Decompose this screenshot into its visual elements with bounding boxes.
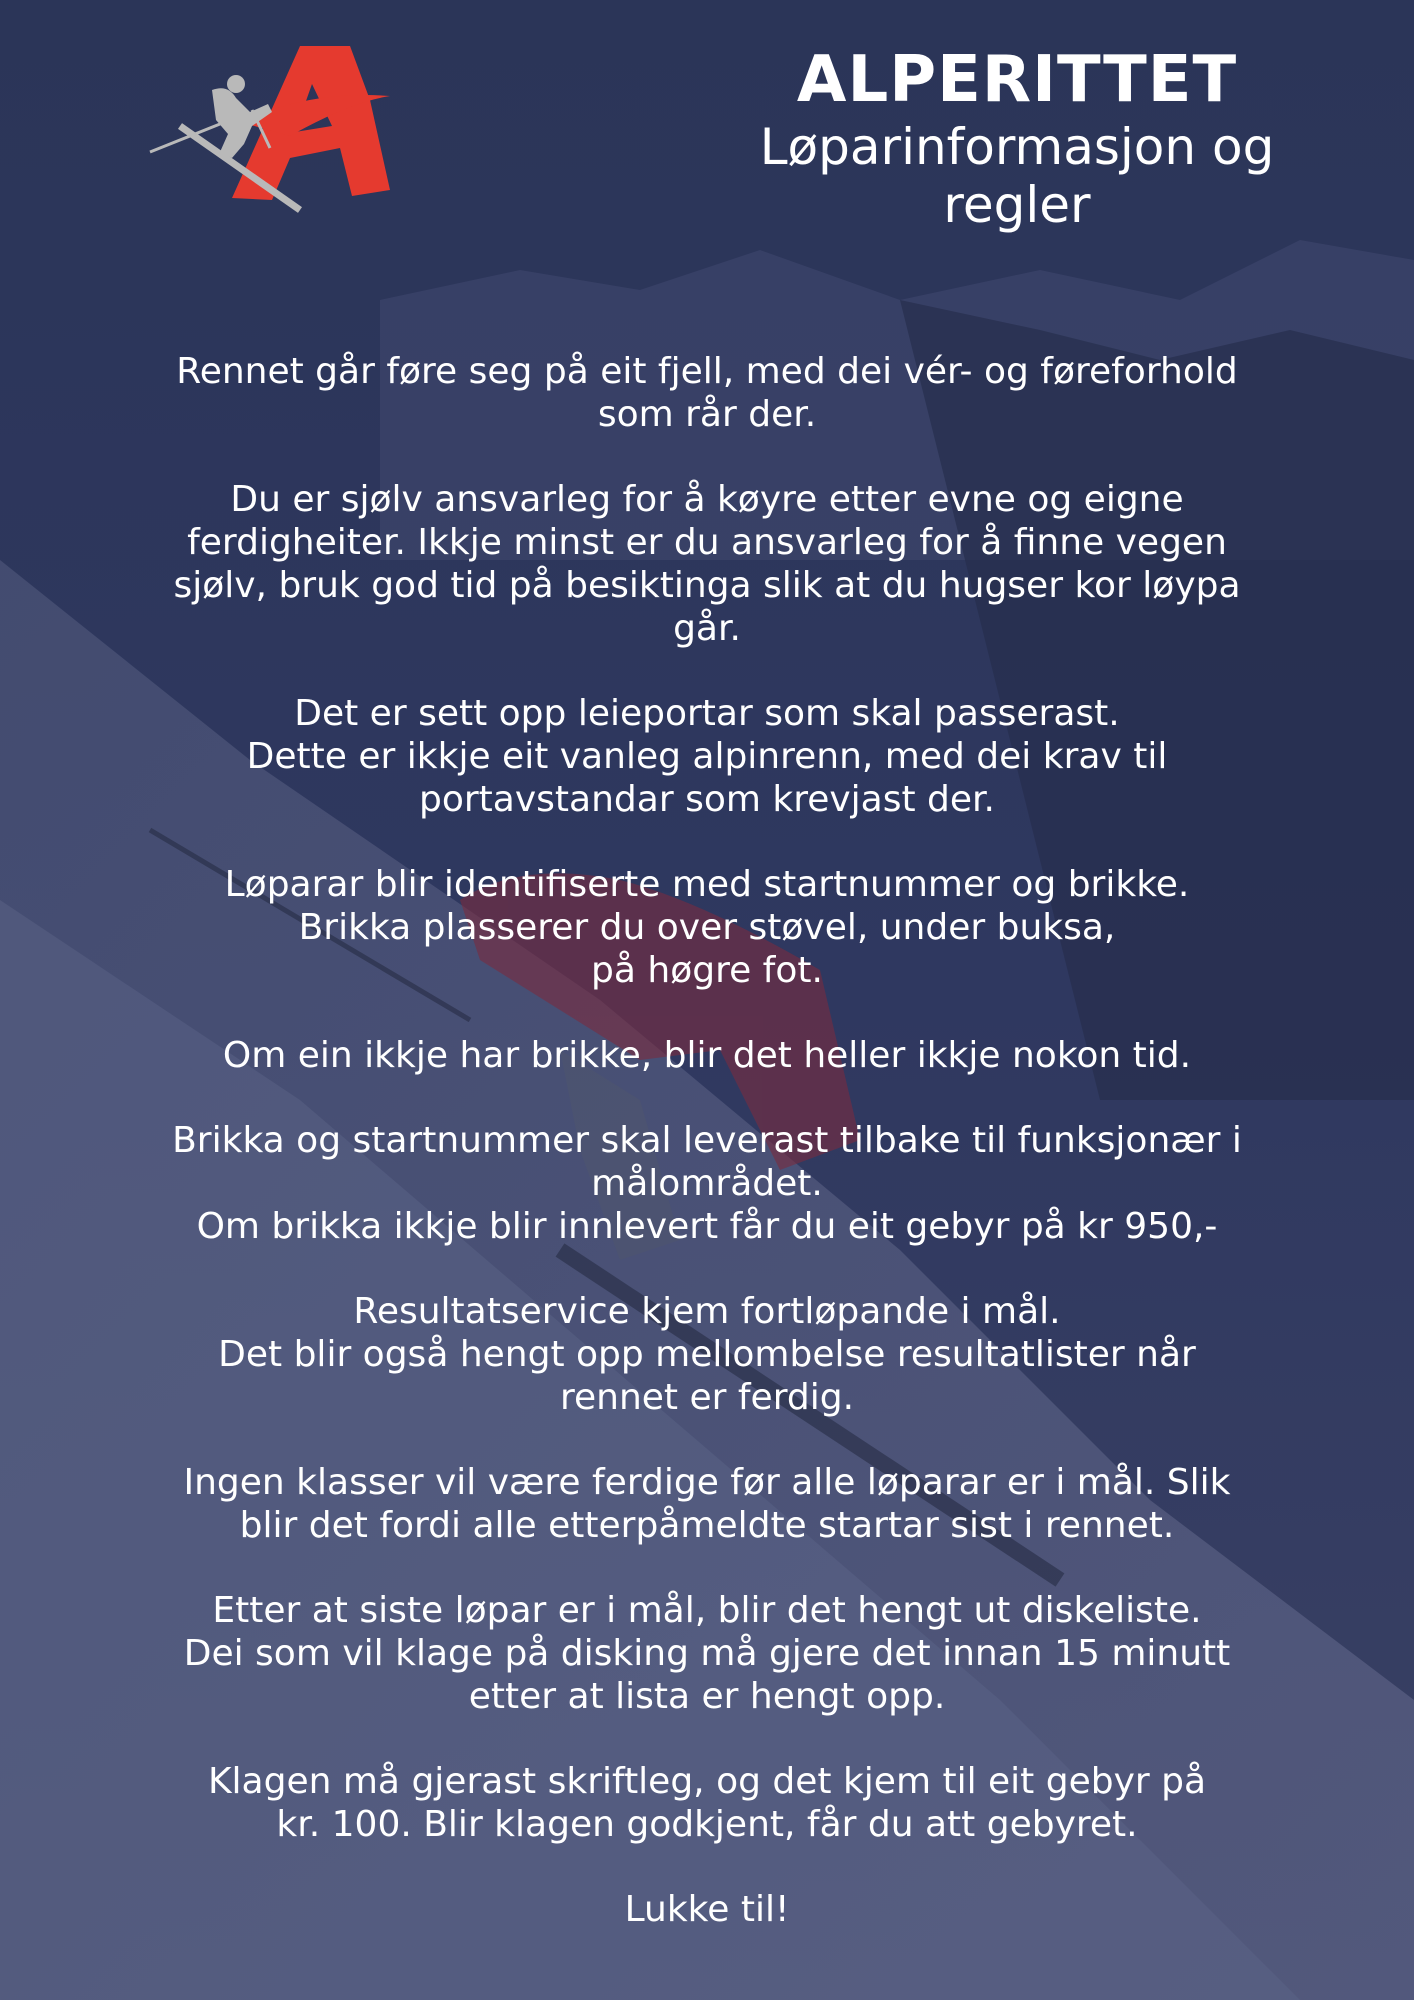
paragraph-disqualification: Etter at siste løpar er i mål, blir det hengt ut diskeliste. Dei som vil klage på disking må gjere det innan 15 minutt etter at lista er hengt opp. [183,1590,1231,1717]
alperittet-logo [140,40,400,220]
paragraph-gates: Det er sett opp leieportar som skal passerast. Dette er ikkje eit vanleg alpinrenn, med dei krav til portavstandar som krevjast der. [246,693,1168,820]
paragraph-conditions: Rennet går føre seg på eit fjell, med dei vér- og føreforhold som rår der. [176,351,1238,435]
page-subtitle: Løparinformasjon og regler [759,118,1275,234]
paragraph-complaints: Klagen må gjerast skriftleg, og det kjem til eit gebyr på kr. 100. Blir klagen godkjent, får du att gebyret. [207,1761,1207,1845]
paragraph-no-chip: Om ein ikkje har brikke, blir det heller ikkje nokon tid. [222,1035,1192,1076]
paragraph-good-luck: Lukke til! [624,1889,790,1930]
page-title: ALPERITTET [796,43,1238,117]
paragraph-responsibility: Du er sjølv ansvarleg for å køyre etter evne og eigne ferdigheiter. Ikkje minst er du ansvarleg for å finne vegen sjølv, bruk god tid på besiktinga slik at du hugser kor løypa går. [173,479,1241,649]
skier-a-logo-icon [140,40,400,220]
paragraph-results: Resultatservice kjem fortløpande i mål. Det blir også hengt opp mellombelse resultatlister når rennet er ferdig. [218,1291,1196,1418]
paragraph-identification: Løparar blir identifiserte med startnummer og brikke. Brikka plasserer du over støvel, under buksa, på høgre fot. [224,864,1190,991]
paragraph-classes: Ingen klasser vil være ferdige før alle løparar er i mål. Slik blir det fordi alle etterpåmeldte startar sist i rennet. [183,1462,1231,1546]
rules-content [100,350,1314,1973]
header [700,42,1334,234]
paragraph-return-chip: Brikka og startnummer skal leverast tilbake til funksjonær i målområdet. Om brikka ikkje blir innlevert får du eit gebyr på kr 950,- [172,1120,1242,1247]
